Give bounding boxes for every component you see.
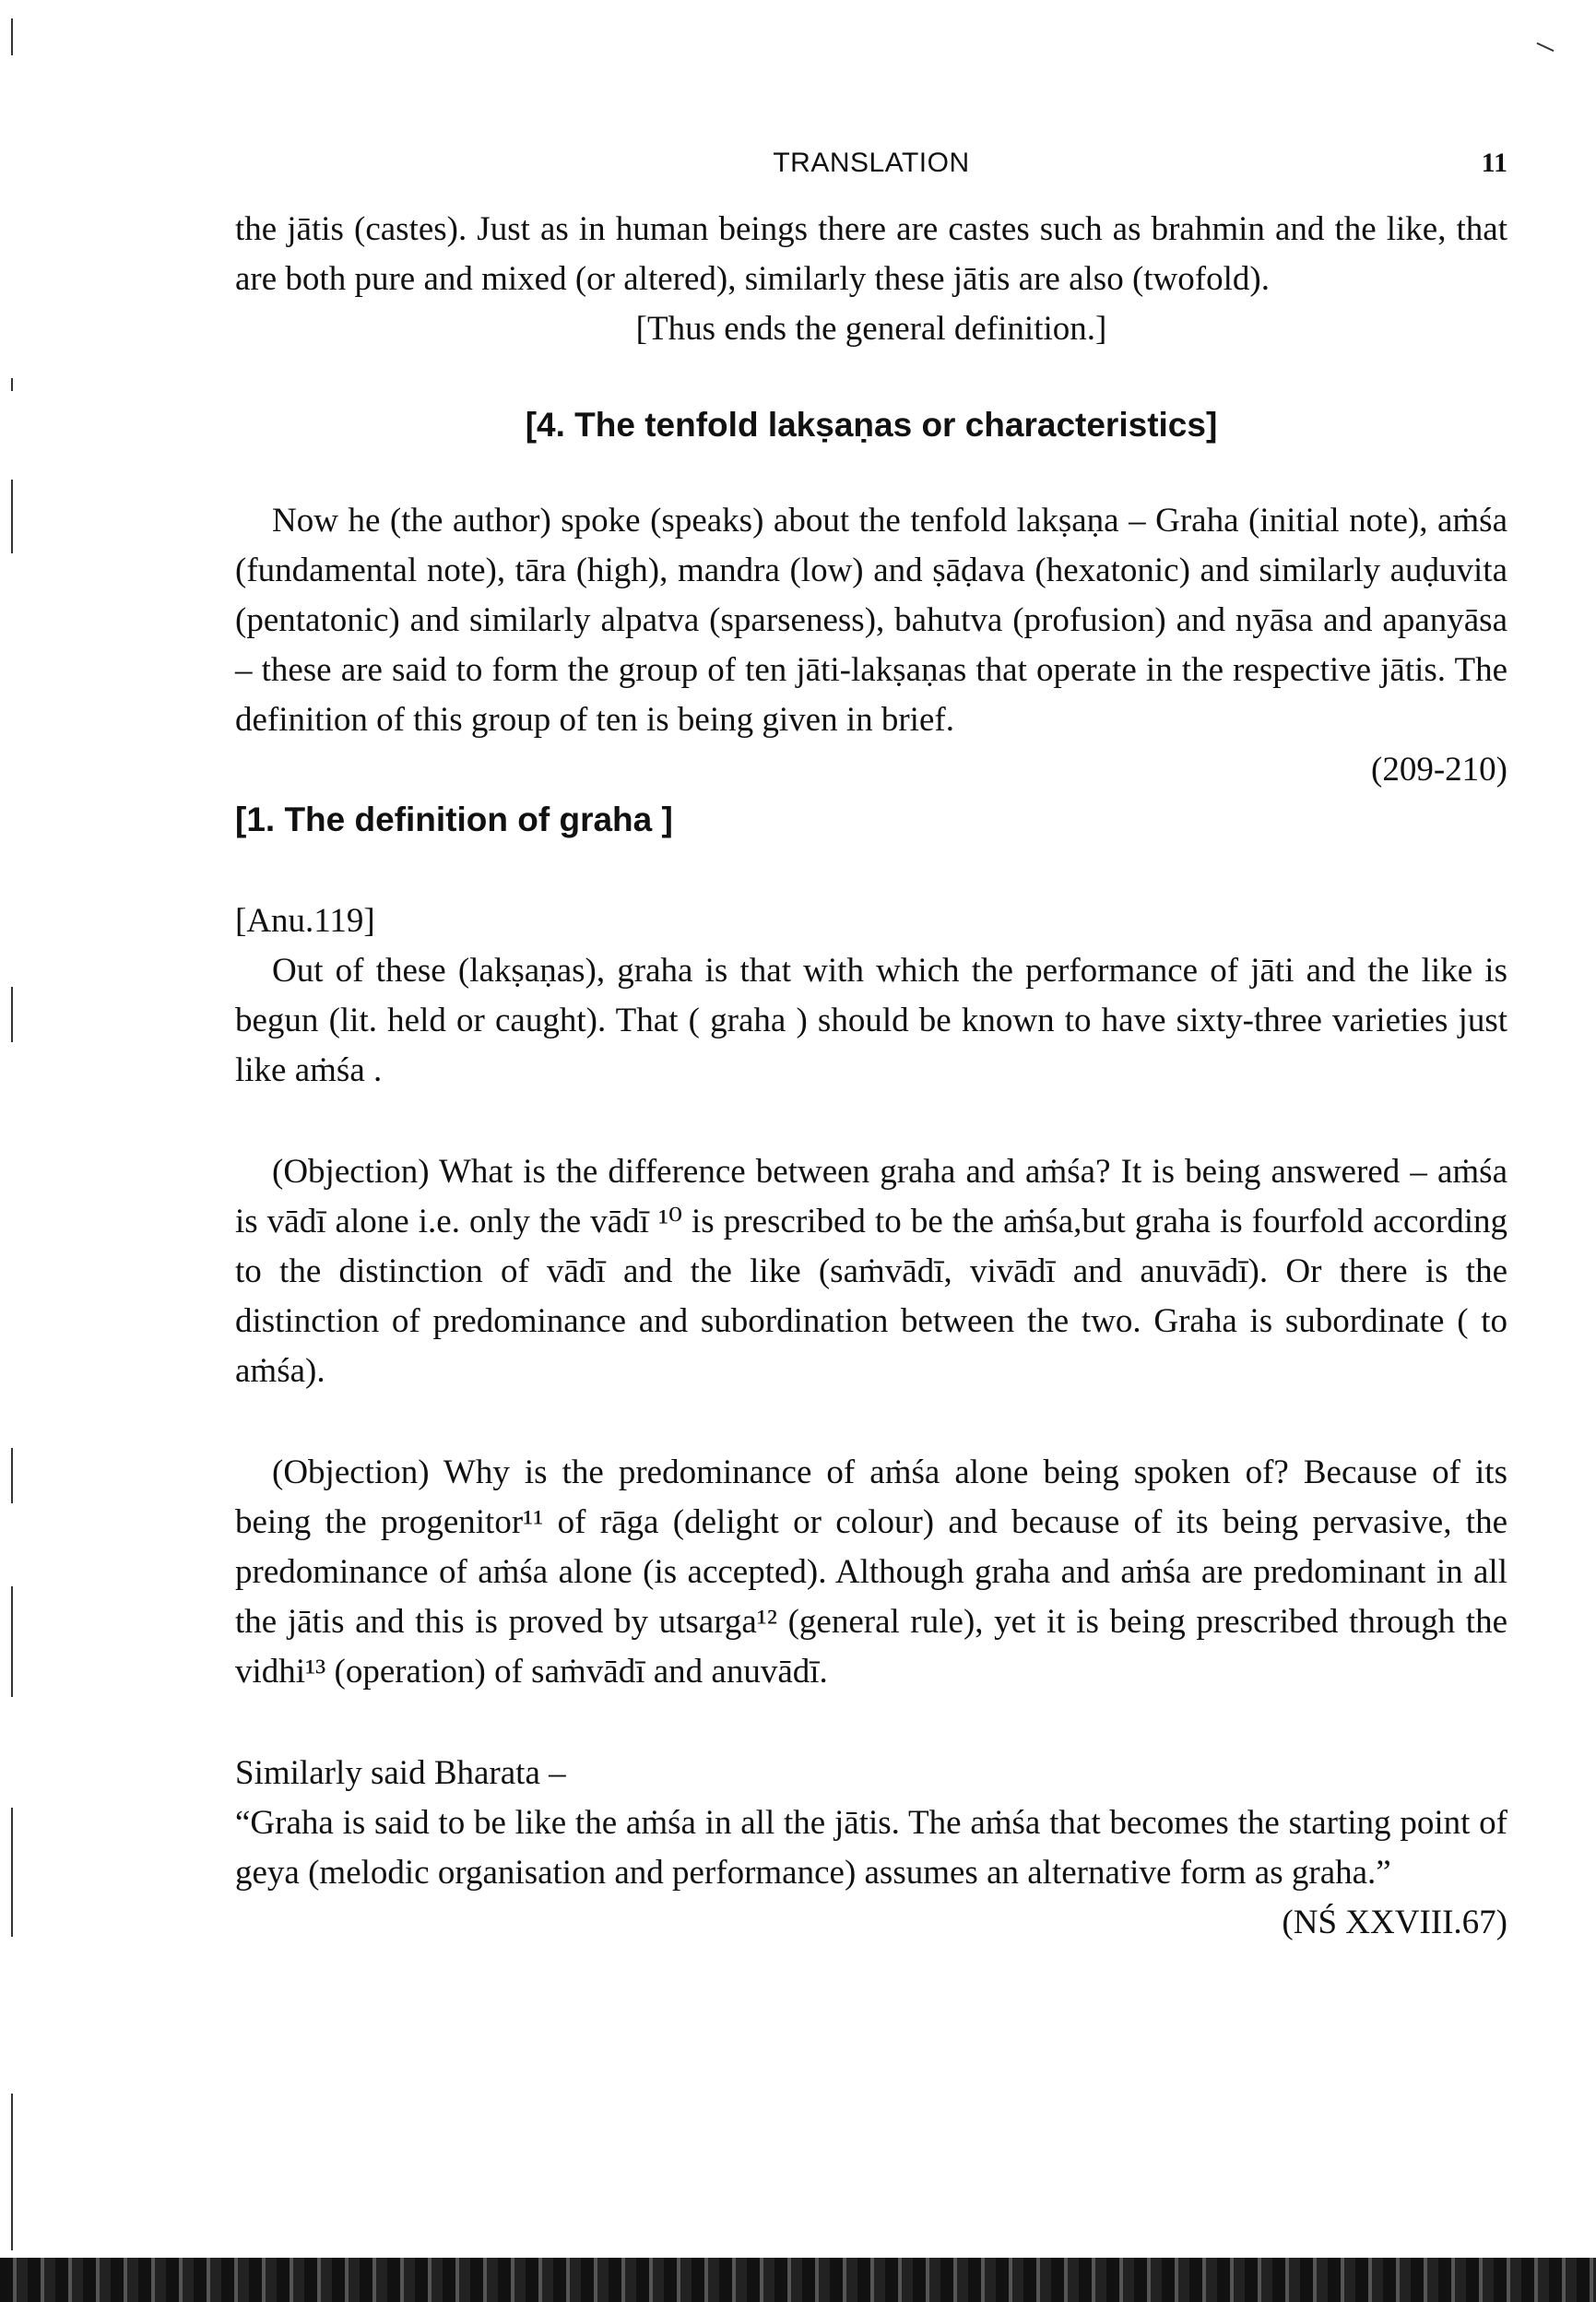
body-text xyxy=(235,205,1507,1948)
scan-bottom-edge xyxy=(0,2258,1596,2302)
paragraph-objection-difference: (Objection) What is the difference between graha and aṁśa? It is being answered – aṁśa is vādī alone i.e. only the vādī ¹⁰ is prescribed to be the aṁśa,but graha is fourfold according to the distinction of vādī and the like (saṁvādī, vivādī and anuvādī). Or there is the distinction of predominance and subordination between the two. Graha is subordinate ( to aṁśa). xyxy=(235,1153,1507,1390)
subsection-title-graha: [1. The definition of graha ] xyxy=(235,801,673,838)
scan-corner-mark xyxy=(1537,42,1555,52)
natyasastra-reference: (NŚ XXVIII.67) xyxy=(1282,1904,1507,1941)
paragraph-tenfold-laksana: Now he (the author) spoke (speaks) about the tenfold lakṣaṇa – Graha (initial note), aṁśa (fundamental note), tāra (high), mandra (low) and ṣāḍava (hexatonic) and similarly auḍuvita (pentatonic) and similarly alpatva (sparseness), bahutva (profusion) and nyāsa and apanyāsa – these are said to form the group of ten jāti-lakṣaṇas that operate in the respective jātis. The definition of this group of ten is being given in brief. xyxy=(235,502,1507,739)
general-definition-end: [Thus ends the general definition.] xyxy=(635,310,1107,348)
running-title: TRANSLATION xyxy=(773,148,970,178)
paragraph-castes: the jātis (castes). Just as in human beings there are castes such as brahmin and the like, that are both pure and mixed (or altered), similarly these jātis are also (twofold). xyxy=(235,210,1507,298)
bharata-intro: Similarly said Bharata – xyxy=(235,1754,566,1792)
running-header xyxy=(235,148,1507,184)
bharata-quote: “Graha is said to be like the aṁśa in all the jātis. The aṁśa that becomes the starting point of geya (melodic organisation and performance) assumes an alternative form as graha.” xyxy=(235,1804,1507,1892)
paragraph-graha-definition: Out of these (lakṣaṇas), graha is that with which the performance of jāti and the like is begun (lit. held or caught). That ( graha ) should be known to have sixty-three varieties just like aṁśa . xyxy=(235,952,1507,1089)
paragraph-objection-predominance: (Objection) Why is the predominance of aṁśa alone being spoken of? Because of its being the progenitor¹¹ of rāga (delight or colour) and because of its being pervasive, the predominance of aṁśa alone (is accepted). Although graha and aṁśa are predominant in all the jātis and this is proved by utsarga¹² (general rule), yet it is being prescribed through the vidhi¹³ (operation) of saṁvādī and anuvādī. xyxy=(235,1454,1507,1691)
anu-reference: [Anu.119] xyxy=(235,902,375,940)
page-number: 11 xyxy=(1481,148,1507,178)
scan-margin-marks xyxy=(7,18,20,2250)
verse-reference-209-210: (209-210) xyxy=(1371,751,1507,789)
section-title-tenfold-laksanas: [4. The tenfold lakṣaṇas or characteristics] xyxy=(525,406,1218,444)
